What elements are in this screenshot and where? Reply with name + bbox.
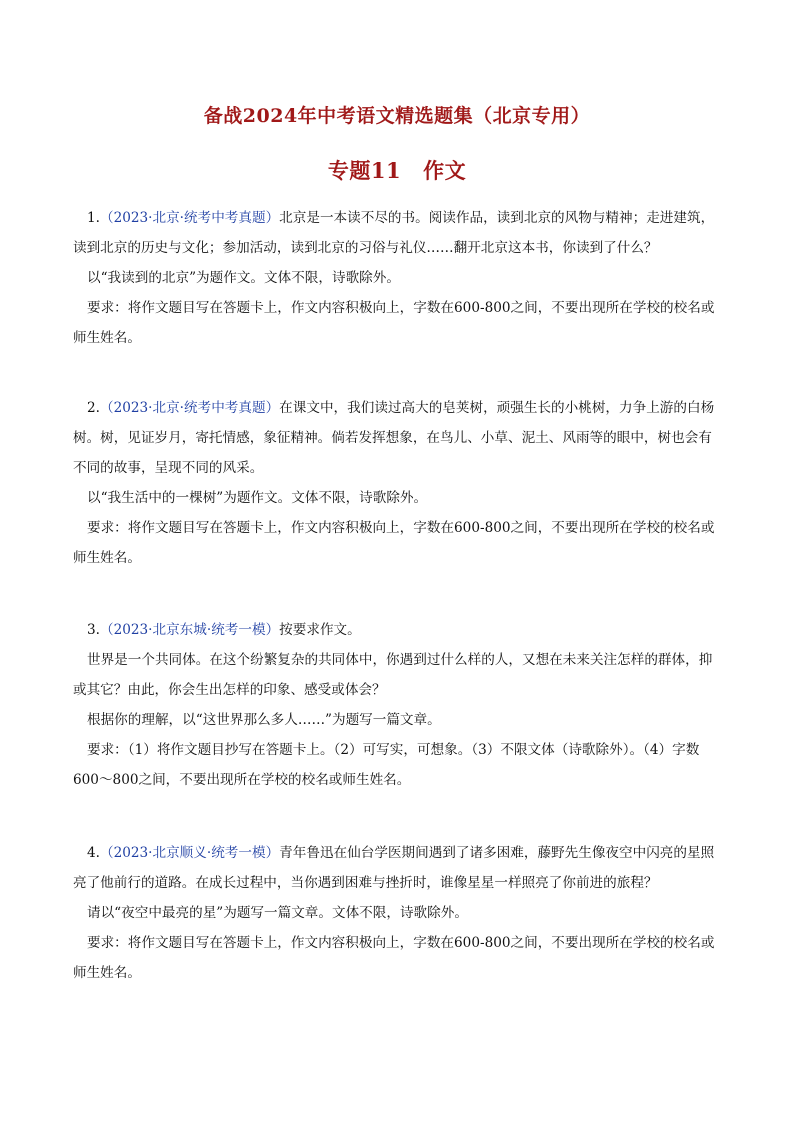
question-4-prompt xyxy=(73,838,725,898)
question-number: 4. xyxy=(87,845,100,861)
question-number: 1. xyxy=(87,210,100,226)
question-3-requirement: 要求：（1）将作文题目抄写在答题卡上。（2）可写实，可想象。（3）不限文体（诗歌除外）。（4）字数600～800之间，不要出现所在学校的校名或师生姓名。 xyxy=(73,742,700,788)
question-2 xyxy=(73,393,725,573)
question-1-prompt xyxy=(73,203,725,263)
question-1-task: 以“我读到的北京”为题作文。文体不限，诗歌除外。 xyxy=(87,270,400,286)
question-4-requirement: 要求：将作文题目写在答题卡上，作文内容积极向上，字数在600-800之间，不要出现所在学校的校名或师生姓名。 xyxy=(73,935,715,981)
question-3-task: 根据你的理解，以“这世界那么多人……”为题写一篇文章。 xyxy=(87,712,441,728)
question-4-task: 请以“夜空中最亮的星”为题写一篇文章。文体不限，诗歌除外。 xyxy=(87,905,468,921)
document-title: 备战2024年中考语文精选题集（北京专用） xyxy=(203,105,591,127)
question-3-lead xyxy=(73,615,725,645)
question-source: （2023·北京顺义·统考一模） xyxy=(99,845,280,861)
question-1 xyxy=(73,203,725,353)
topic-subject: 作文 xyxy=(423,158,467,183)
topic-number: 专题11 xyxy=(327,158,402,183)
question-source: （2023·北京·统考中考真题） xyxy=(99,210,280,226)
question-source: （2023·北京·统考中考真题） xyxy=(99,400,280,416)
question-1-requirement: 要求：将作文题目写在答题卡上，作文内容积极向上，字数在600-800之间，不要出现所在学校的校名或师生姓名。 xyxy=(73,300,715,346)
question-3-prompt: 世界是一个共同体。在这个纷繁复杂的共同体中，你遇到过什么样的人，又想在未来关注怎样的群体，抑或其它？由此，你会生出怎样的印象、感受或体会？ xyxy=(73,652,713,698)
question-text: 在课文中，我们读过高大的皂荚树，顽强生长的小桃树，力争上游的白杨树。树，见证岁月，寄托情感，象征精神。倘若发挥想象，在鸟儿、小草、泥土、风雨等的眼中，树也会有不同的故事，呈现不同的风采。 xyxy=(73,400,715,476)
question-2-task: 以“我生活中的一棵树”为题作文。文体不限，诗歌除外。 xyxy=(87,490,428,506)
question-source: （2023·北京东城·统考一模） xyxy=(99,622,280,638)
question-4 xyxy=(73,838,725,988)
question-number: 2. xyxy=(87,400,100,416)
question-3 xyxy=(73,615,725,795)
question-2-requirement: 要求：将作文题目写在答题卡上，作文内容积极向上，字数在600-800之间，不要出现所在学校的校名或师生姓名。 xyxy=(73,520,715,566)
question-2-prompt xyxy=(73,393,725,483)
question-text: 北京是一本读不尽的书。阅读作品，读到北京的风物与精神；走进建筑，读到北京的历史与文化；参加活动，读到北京的习俗与礼仪……翻开北京这本书，你读到了什么？ xyxy=(73,210,715,256)
question-number: 3. xyxy=(87,622,100,638)
question-text: 青年鲁迅在仙台学医期间遇到了诸多困难，藤野先生像夜空中闪亮的星照亮了他前行的道路。在成长过程中，当你遇到困难与挫折时，谁像星星一样照亮了你前进的旅程？ xyxy=(73,845,715,891)
question-lead: 按要求作文。 xyxy=(279,622,361,638)
topic-heading xyxy=(0,155,794,185)
